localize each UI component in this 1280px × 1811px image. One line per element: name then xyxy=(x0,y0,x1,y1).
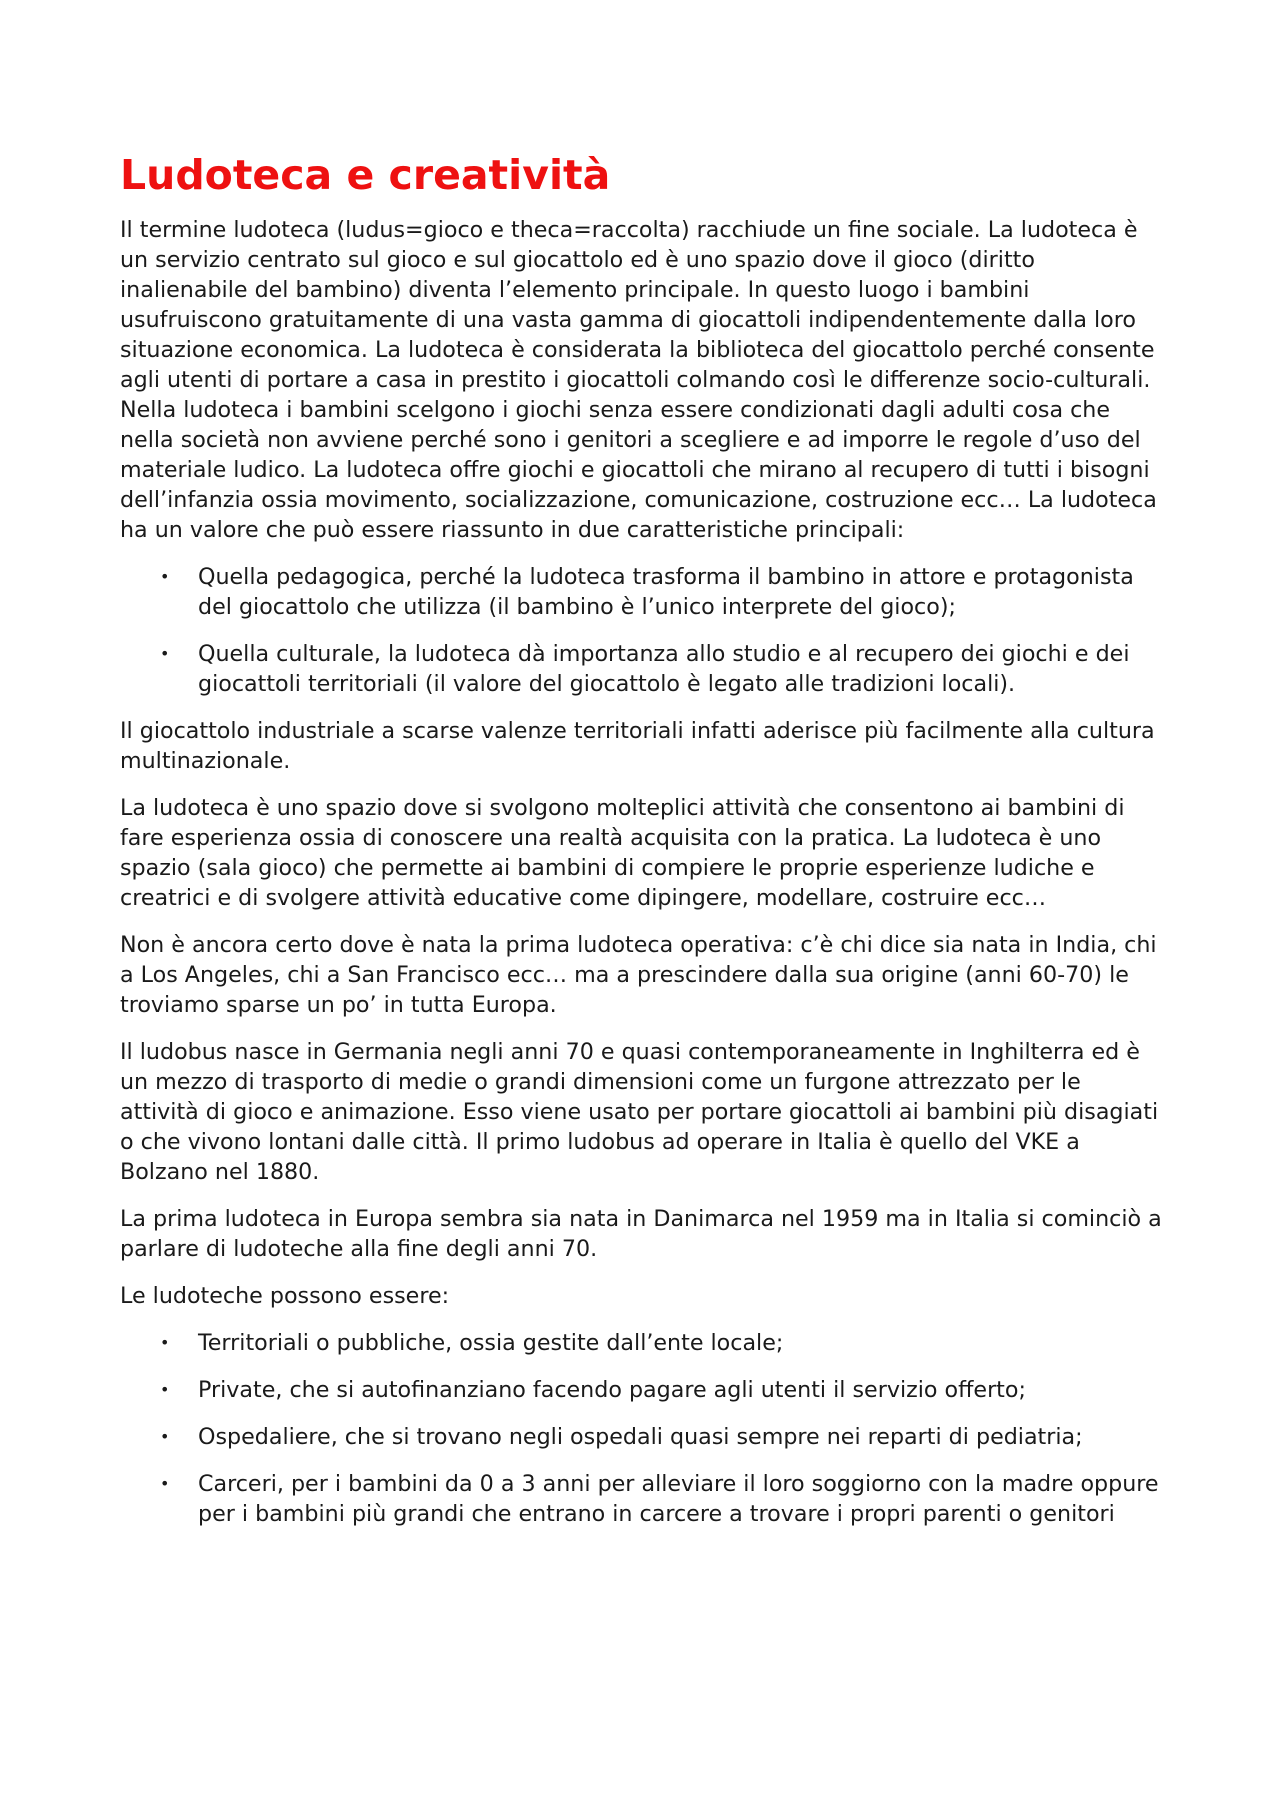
bullet-icon: • xyxy=(160,644,170,663)
list-item-text: Ospedaliere, che si trovano negli ospedali quasi sempre nei reparti di pediatria; xyxy=(198,1424,1083,1450)
body-paragraph: Il giocattolo industriale a scarse valenze territoriali infatti aderisce più facilmente alla cultura multinazionale. xyxy=(120,718,1155,774)
bullet-icon: • xyxy=(160,1333,170,1352)
body-paragraph: La prima ludoteca in Europa sembra sia nata in Danimarca nel 1959 ma in Italia si cominciò a parlare di ludoteche alla fine degli anni 70. xyxy=(120,1206,1162,1262)
list-item-text: Private, che si autofinanziano facendo pagare agli utenti il servizio offerto; xyxy=(198,1377,1026,1403)
list-item xyxy=(120,1422,1165,1452)
body-paragraph: Le ludoteche possono essere: xyxy=(120,1283,450,1309)
list-item xyxy=(120,639,1165,699)
characteristics-list xyxy=(120,562,1165,699)
document-page xyxy=(120,145,1165,1546)
body-paragraph: Non è ancora certo dove è nata la prima ludoteca operativa: c’è chi dice sia nata in India, chi a Los Angeles, chi a San Francisco ecc… ma a prescindere dalla sua origine (anni 60-70) le troviamo sparse un po’ in tutta Europa. xyxy=(120,932,1157,1018)
bullet-icon: • xyxy=(160,1380,170,1399)
body-paragraph: Il ludobus nasce in Germania negli anni 70 e quasi contemporaneamente in Inghilterra ed è un mezzo di trasporto di medie o grandi dimensioni come un furgone attrezzato per le attività di gioco e animazione. Esso viene usato per portare giocattoli ai bambini più disagiati o che vivono lontani dalle città. Il primo ludobus ad operare in Italia è quello del VKE a Bolzano nel 1880. xyxy=(120,1039,1159,1185)
intro-paragraph: Il termine ludoteca (ludus=gioco e theca=raccolta) racchiude un fine sociale. La ludoteca è un servizio centrato sul gioco e sul giocattolo ed è uno spazio dove il gioco (diritto inalienabile del bambino) diventa l’elemento principale. In questo luogo i bambini usufruiscono gratuitamente di una vasta gamma di giocattoli indipendentemente dalla loro situazione economica. La ludoteca è considerata la biblioteca del giocattolo perché consente agli utenti di portare a casa in prestito i giocattoli colmando così le differenze socio-culturali. Nella ludoteca i bambini scelgono i giochi senza essere condizionati dagli adulti cosa che nella società non avviene perché sono i genitori a scegliere e ad imporre le regole d’uso del materiale ludico. La ludoteca offre giochi e giocattoli che mirano al recupero di tutti i bisogni dell’infanzia ossia movimento, socializzazione, comunicazione, costruzione ecc… La ludoteca ha un valore che può essere riassunto in due caratteristiche principali: xyxy=(120,217,1157,543)
list-item-text: Quella culturale, la ludoteca dà importanza allo studio e al recupero dei giochi e dei giocattoli territoriali (il valore del giocattolo è legato alle tradizioni locali). xyxy=(198,641,1130,697)
list-item-text: Carceri, per i bambini da 0 a 3 anni per alleviare il loro soggiorno con la madre oppure per i bambini più grandi che entrano in carcere a trovare i propri parenti o genitori xyxy=(198,1471,1159,1527)
list-item xyxy=(120,1328,1165,1358)
bullet-icon: • xyxy=(160,1427,170,1446)
page-title: Ludoteca e creatività xyxy=(120,151,611,199)
list-item xyxy=(120,562,1165,622)
list-item xyxy=(120,1469,1165,1529)
ludoteca-types-list xyxy=(120,1328,1165,1529)
bullet-icon: • xyxy=(160,567,170,586)
bullet-icon: • xyxy=(160,1474,170,1493)
body-paragraph: La ludoteca è uno spazio dove si svolgono molteplici attività che consentono ai bambini di fare esperienza ossia di conoscere una realtà acquisita con la pratica. La ludoteca è uno spazio (sala gioco) che permette ai bambini di compiere le proprie esperienze ludiche e creatrici e di svolgere attività educative come dipingere, modellare, costruire ecc… xyxy=(120,795,1125,911)
list-item xyxy=(120,1375,1165,1405)
list-item-text: Quella pedagogica, perché la ludoteca trasforma il bambino in attore e protagonista del giocattolo che utilizza (il bambino è l’unico interprete del gioco); xyxy=(198,564,1134,620)
list-item-text: Territoriali o pubbliche, ossia gestite dall’ente locale; xyxy=(198,1330,784,1356)
